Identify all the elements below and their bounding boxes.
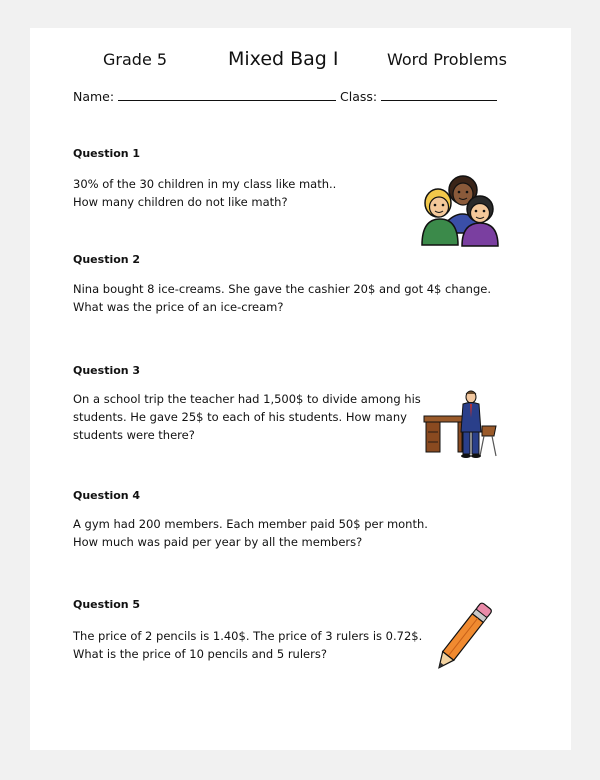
pencil-icon (430, 596, 496, 678)
question-5-text (73, 627, 423, 663)
question-5-heading: Question 5 (73, 598, 141, 611)
teacher-at-desk-icon (420, 388, 502, 462)
question-4-line-2: How much was paid per year by all the members? (73, 535, 363, 549)
question-3-line-2: students. He gave 25$ to each of his students. How many (73, 410, 407, 424)
class-blank-line (381, 88, 497, 101)
topic-label: Word Problems (387, 50, 507, 69)
question-4-line-1: A gym had 200 members. Each member paid 50$ per month. (73, 517, 428, 531)
question-1-text (73, 175, 423, 211)
name-blank-line (118, 88, 336, 101)
question-3-text (73, 390, 423, 444)
class-label: Class: (340, 89, 378, 104)
children-group-icon (418, 173, 504, 247)
question-2-text (73, 280, 492, 316)
question-1-heading: Question 1 (73, 147, 141, 160)
question-4-heading: Question 4 (73, 489, 141, 502)
name-label: Name: (73, 89, 115, 104)
name-field (73, 88, 336, 104)
worksheet-page (30, 28, 571, 750)
question-1-line-1: 30% of the 30 children in my class like math.. (73, 177, 337, 191)
worksheet-title: Mixed Bag I (228, 48, 339, 70)
question-1-line-2: How many children do not like math? (73, 195, 288, 209)
question-2-heading: Question 2 (73, 253, 141, 266)
question-2-line-2: What was the price of an ice-cream? (73, 300, 284, 314)
class-field (340, 88, 497, 104)
question-5-line-2: What is the price of 10 pencils and 5 rulers? (73, 647, 327, 661)
question-3-heading: Question 3 (73, 364, 141, 377)
grade-label: Grade 5 (103, 50, 168, 69)
question-4-text (73, 515, 428, 551)
question-2-line-1: Nina bought 8 ice-creams. She gave the cashier 20$ and got 4$ change. (73, 282, 492, 296)
question-3-line-1: On a school trip the teacher had 1,500$ to divide among his (73, 392, 421, 406)
question-3-line-3: students were there? (73, 428, 195, 442)
question-5-line-1: The price of 2 pencils is 1.40$. The price of 3 rulers is 0.72$. (73, 629, 423, 643)
